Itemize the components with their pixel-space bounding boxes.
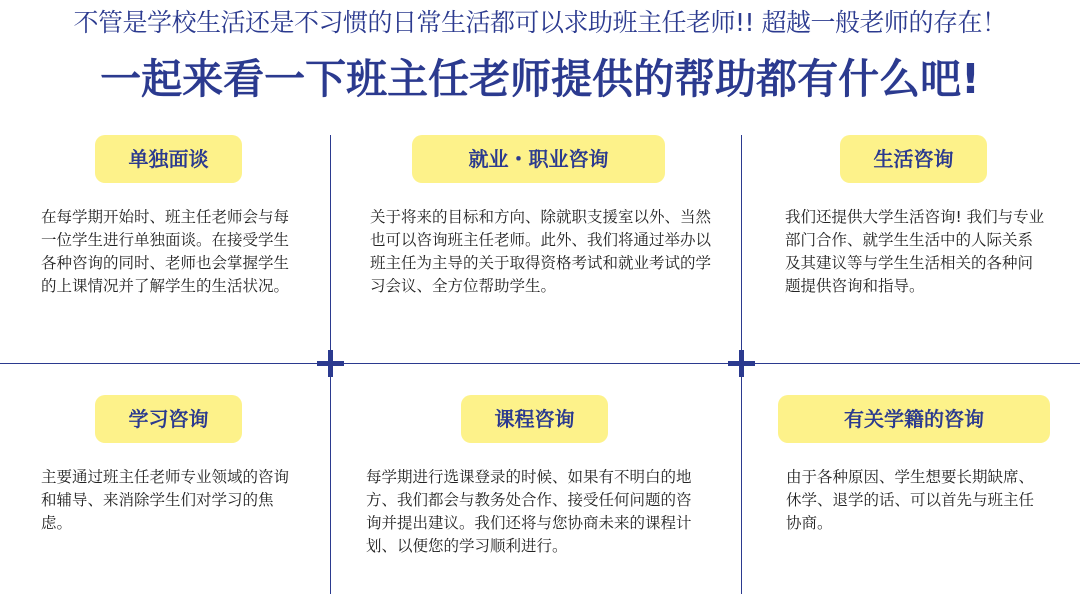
header-subtitle: 不管是学校生活还是不习惯的日常生活都可以求助班主任老师!! 超越一般老师的存在！ xyxy=(73,8,1007,37)
section-label-course-consultation: 课程咨询 xyxy=(461,395,608,443)
section-label-individual-interview: 单独面谈 xyxy=(95,135,242,183)
section-text-enrollment-consultation: 由于各种原因、学生想要长期缺席、休学、退学的话、可以首先与班主任协商。 xyxy=(786,468,1035,532)
plus-icon xyxy=(728,350,755,377)
header-title: 一起来看一下班主任老师提供的帮助都有什么吧! xyxy=(100,55,980,103)
section-label-enrollment-consultation: 有关学籍的咨询 xyxy=(778,395,1050,443)
section-label-career-consultation: 就业・职业咨询 xyxy=(412,135,665,183)
section-text-individual-interview: 在每学期开始时、班主任老师会与每一位学生进行单独面谈。在接受学生各种咨询的同时、老师也会掌握学生的上课情况并了解学生的生活状况。 xyxy=(41,208,290,295)
section-text-life-consultation: 我们还提供大学生活咨询! 我们与专业部门合作、就学生生活中的人际关系及其建议等与学生生活相关的各种问题提供咨询和指导。 xyxy=(785,208,1045,295)
section-text-course-consultation: 每学期进行选课登录的时候、如果有不明白的地方、我们都会与教务处合作、接受任何问题的咨询并提出建议。我们还将与您协商未来的课程计划、以便您的学习顺利进行。 xyxy=(366,468,692,555)
section-label-life-consultation: 生活咨询 xyxy=(840,135,987,183)
plus-icon xyxy=(317,350,344,377)
section-text-study-consultation: 主要通过班主任老师专业领域的咨询和辅导、来消除学生们对学习的焦虑。 xyxy=(41,468,290,532)
section-text-career-consultation: 关于将来的目标和方向、除就职支援室以外、当然也可以咨询班主任老师。此外、我们将通过举办以班主任为主导的关于取得资格考试和就业考试的学习会议、全方位帮助学生。 xyxy=(370,208,712,295)
section-label-study-consultation: 学习咨询 xyxy=(95,395,242,443)
divider-horizontal xyxy=(0,363,1080,364)
